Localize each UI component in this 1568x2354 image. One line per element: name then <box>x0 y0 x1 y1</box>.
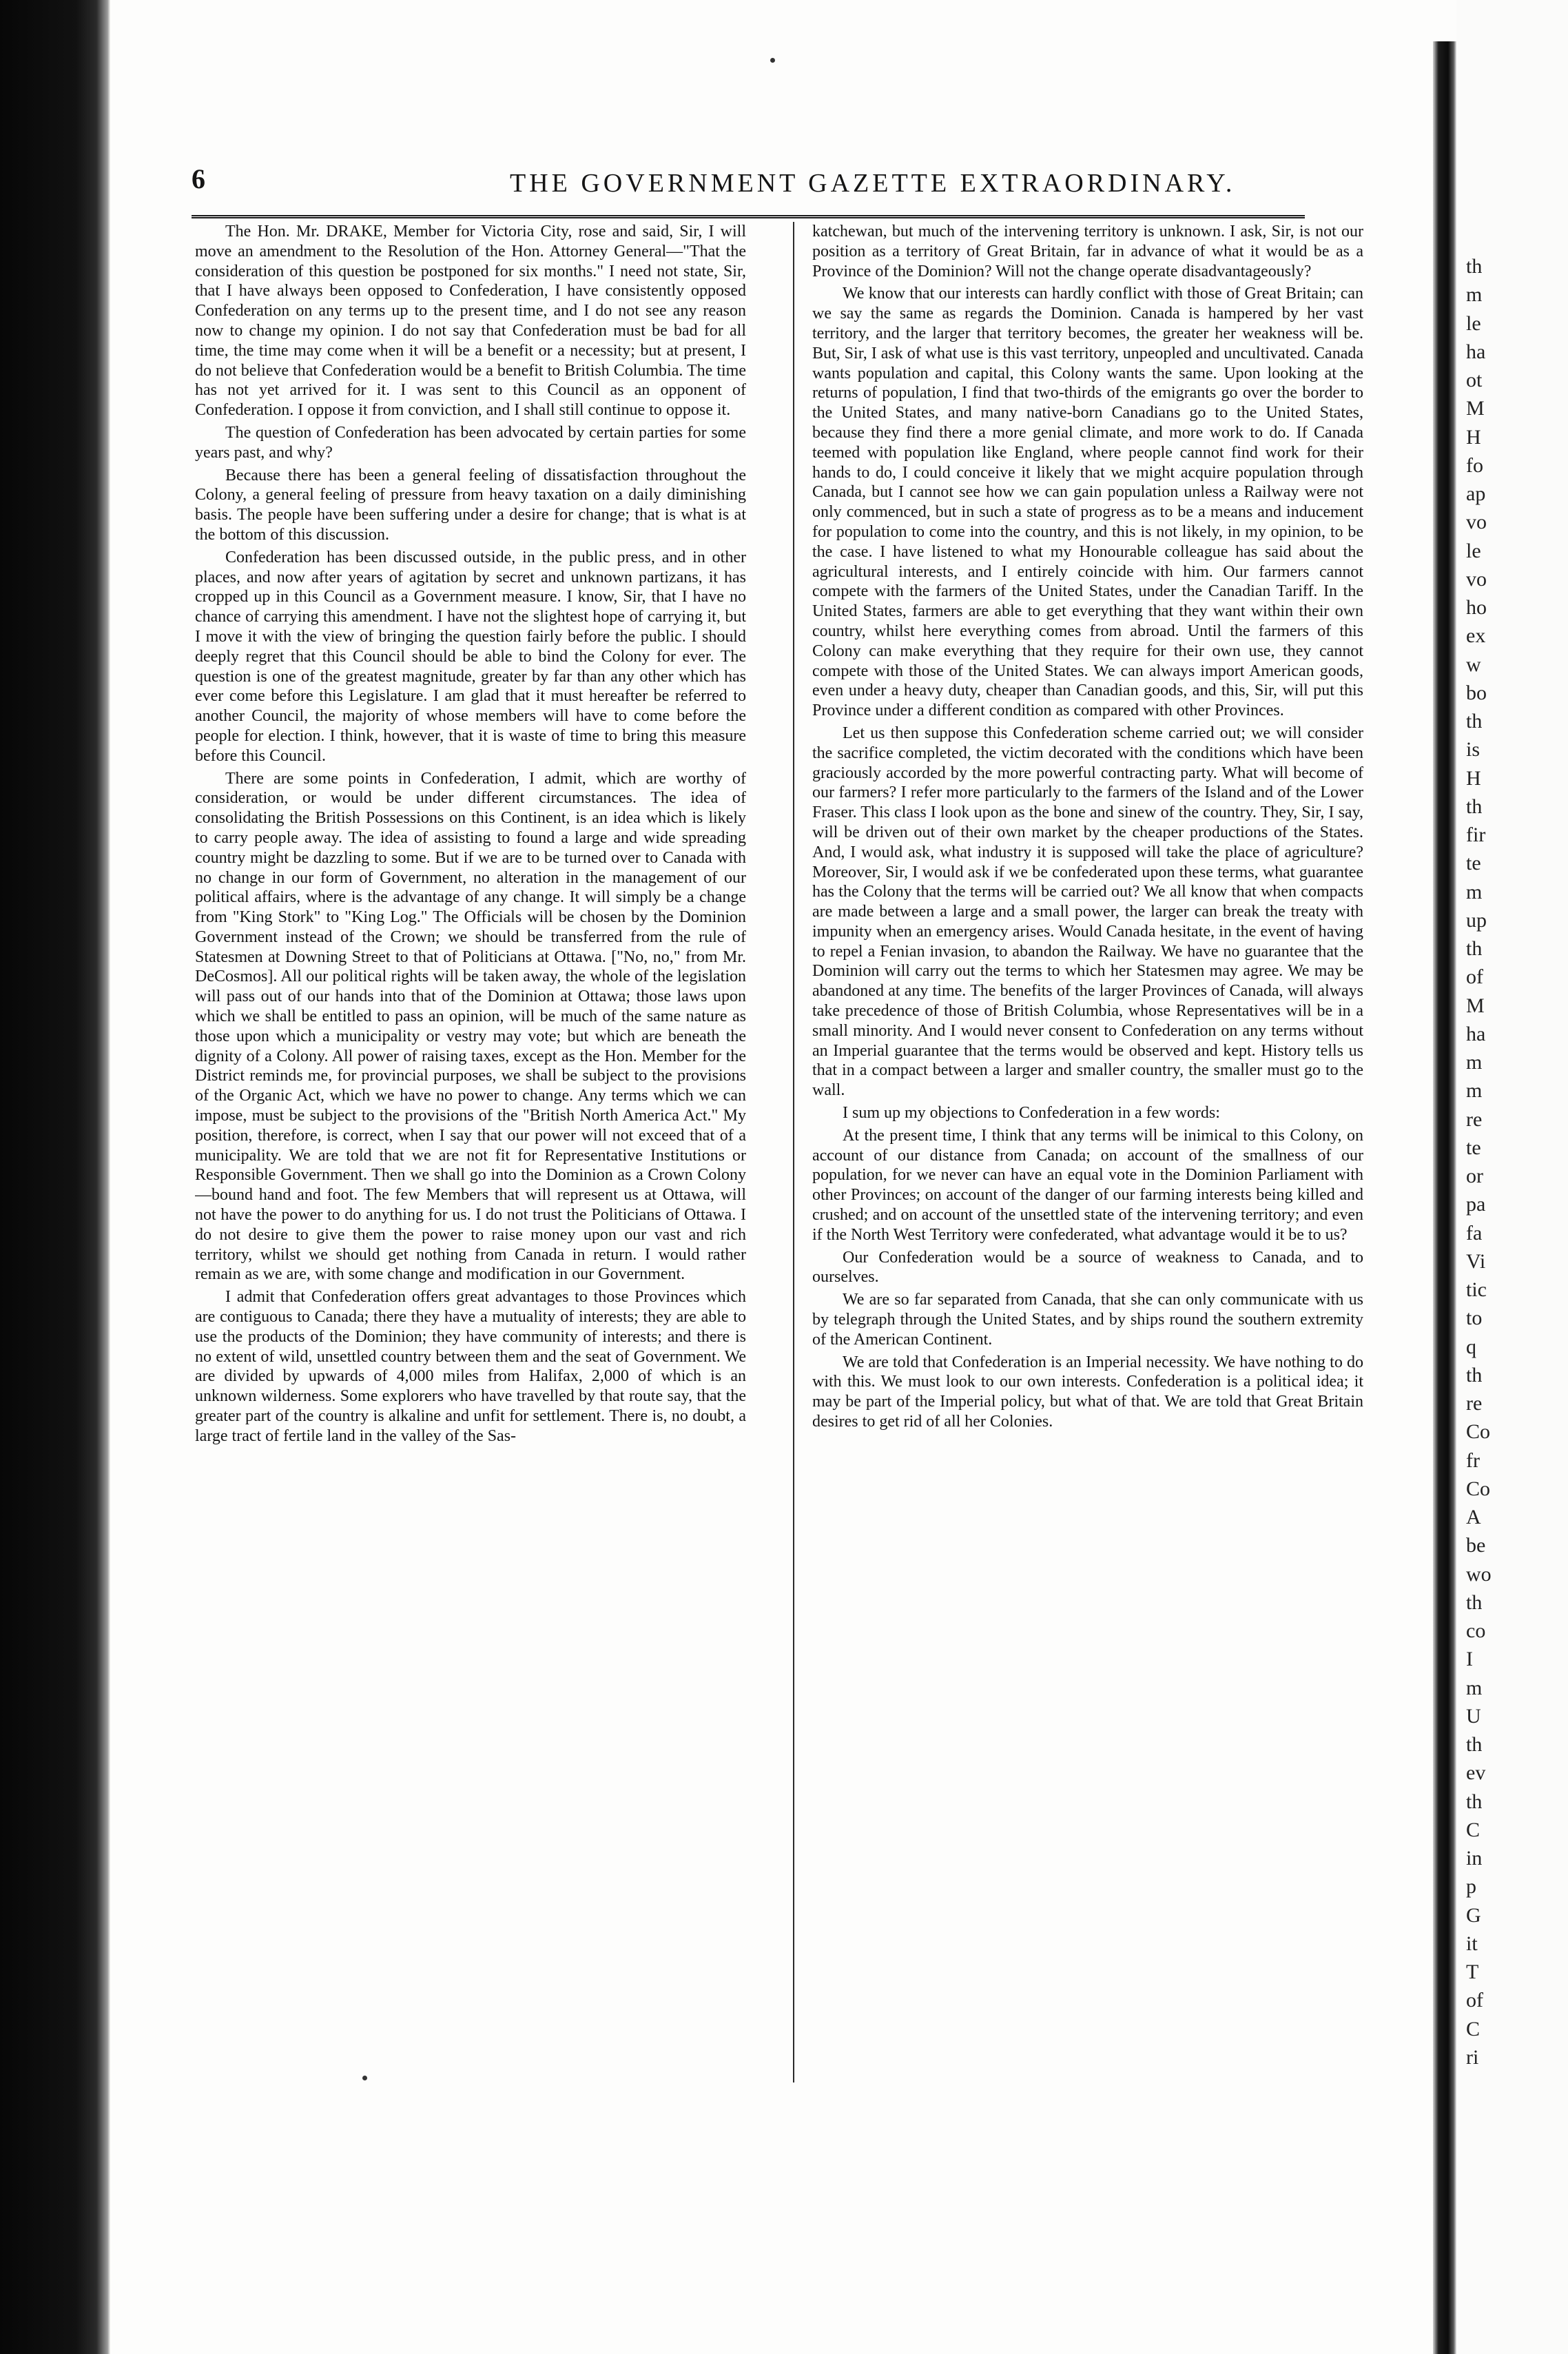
facing-page-fragment: ap <box>1466 482 1486 505</box>
paragraph: Let us then suppose this Confederation scheme carried out; we will consider the sacrifice completed, the victim decorated with the conditions which have been graciously accorded by the more powerful contracting party. What will become of our farmers? I refer more particularly to the farmers of the Island and of the Lower Fraser. This class I look upon as the bone and sinew of the country. They, Sir, I say, will be driven out of their own market by the cheaper productions of the States. And, I would ask, what industry it is supposed will take the place of agriculture? Moreover, Sir, I would ask if we be confederated upon these terms, what guarantee has the Colony that the terms will be carried out? We all know that when compacts are made between a large and a small power, the larger can break the treaty with impunity when an emergency arises. Would Canada hesitate, in the event of having to repel a Fenian invasion, to abandon the Railway. We have no guarantee that the Dominion will carry out the terms to which her Statesmen may agree. We may be abandoned at any time. The benefits of the larger Provinces of Canada, will always take precedence of those of British Columbia, whose Representatives will be in a small minority. And I would never consent to Confederation on any terms without an Imperial guarantee that the terms would be observed and kept. History tells us that in a compact between a larger and smaller country, the smaller must go to the wall. <box>812 724 1363 1100</box>
facing-page-fragment: th <box>1466 795 1483 818</box>
paragraph: Confederation has been discussed outside, in the public press, and in other places, and now after years of agitation by secret and unknown partizans, it has cropped up in this Council as a Government measure. I know, Sir, that I have no chance of carrying this amendment. I have not the slightest hope of carrying it, but I move it with the view of bringing the question fairly before the public. I should deeply regret that this Council should be able to bind the Colony for ever. The question is one of the greatest magnitude, greater by far than any other which has ever come before this Legislature. I am glad that it must hereafter be referred to another Council, the majority of whose members will have to come before the people for election. I think, however, that it is waste of time to bring this measure before this Council. <box>195 548 746 765</box>
paragraph: We know that our interests can hardly conflict with those of Great Britain; can we say the same as regards the Dominion. Canada is hampered by her vast territory, and the larger that territory becomes, the greater her weakness will be. But, Sir, I ask of what use is this vast territory, unpeopled and uncultivated. Canada wants population and capital, this Colony wants the same. Upon looking at the returns of population, I find that two-thirds of the emigrants go over the border to the United States, and many native-born Canadians go to the United States, because they find there a more genial climate, and more work to do. If Canada teemed with population like England, where people cannot find work for their hands to do, I could conceive it likely that we might acquire population through Canada, but I cannot see how we can gain population unless a Railway were not only commenced, but in such a state of progress as to be a means and inducement for population to come into the country, and this is not likely, in my opinion, to be the case. I have listened to what my Honourable colleague has said about the agricultural interests, and I entirely coincide with him. Our farmers cannot compete with the farmers of the United States, under the Canadian Tariff. In the United States, farmers are able to get everything that they want within their own country, whilst here everything comes from abroad. Until the farmers of this Colony can make everything that they require for their own use, they cannot compete with those of the United States. We can always import American goods, even under a heavy duty, cheaper than Canadian goods, and this, Sir, will put this Province under a different condition as compared with other Provinces. <box>812 285 1363 720</box>
facing-page-fragment: T <box>1466 1961 1479 1983</box>
facing-page-fragment: vo <box>1466 511 1487 533</box>
paragraph: At the present time, I think that any terms will be inimical to this Colony, on account of our distance from Canada; on account of the smallness of our population, for we never can have an equal vote in the Dominion Parliament with other Provinces; on account of the danger of our farming interests being killed and crushed; and on account of the unsettled state of the intervening territory; and even if the North West Territory were confederated, what advantage would it be to us? <box>812 1126 1363 1244</box>
print-speck <box>770 58 775 63</box>
facing-page-fragment: H <box>1466 426 1481 449</box>
facing-page-fragment: co <box>1466 1619 1486 1642</box>
facing-page-fragment: up <box>1466 909 1487 932</box>
facing-page-fragment: G <box>1466 1904 1481 1927</box>
facing-page-fragment: M <box>1466 397 1485 420</box>
paragraph: We are told that Confederation is an Imperial necessity. We have nothing to do with this. We must look to our own interests. Confederation is a political idea; it may be part of the Imperial policy, but what of that. We are told that Great Britain desires to get rid of all her Colonies. <box>812 1353 1363 1431</box>
facing-page-fragment: of <box>1466 1989 1483 2012</box>
facing-page-fragment: m <box>1466 283 1483 306</box>
facing-page-fragment: M <box>1466 994 1485 1017</box>
page-number: 6 <box>192 163 206 194</box>
facing-page-fragment: U <box>1466 1705 1481 1728</box>
facing-page-fragment: in <box>1466 1847 1483 1870</box>
facing-page-fragment: th <box>1466 1733 1483 1756</box>
facing-page-fragment: fa <box>1466 1222 1483 1245</box>
facing-page-fragment: fir <box>1466 823 1486 846</box>
right-text-column <box>812 222 1363 2082</box>
facing-page-fragment: le <box>1466 312 1481 335</box>
facing-page-fragment: I <box>1466 1648 1473 1670</box>
facing-page-fragment: pa <box>1466 1193 1486 1216</box>
facing-page-fragment: is <box>1466 738 1481 761</box>
facing-page-fragment: H <box>1466 767 1481 790</box>
facing-page-fragment: ho <box>1466 596 1487 619</box>
facing-page-fragment: wo <box>1466 1563 1492 1586</box>
facing-page-fragment: w <box>1466 653 1481 676</box>
paragraph: We are so far separated from Canada, that she can only communicate with us by telegraph through the United States, and by ships round the southern extremity of the American Continent. <box>812 1291 1363 1349</box>
paragraph: Our Confederation would be a source of weakness to Canada, and to ourselves. <box>812 1248 1363 1287</box>
facing-page-fragment: q <box>1466 1335 1476 1358</box>
facing-page-fragment: ex <box>1466 624 1486 647</box>
facing-page-fragment: re <box>1466 1392 1483 1415</box>
facing-page-fragment: A <box>1466 1506 1481 1528</box>
facing-page-fragment: ha <box>1466 1023 1486 1045</box>
facing-page-divider <box>1433 41 1456 2354</box>
facing-page-fragment: tic <box>1466 1278 1487 1301</box>
binding-gutter <box>0 0 110 2354</box>
paragraph: I sum up my objections to Confederation in a few words: <box>843 1104 1220 1123</box>
facing-page-fragment: be <box>1466 1534 1486 1557</box>
column-rule <box>793 222 794 2082</box>
facing-page-fragment: th <box>1466 937 1483 960</box>
facing-page-fragment: C <box>1466 2018 1481 2040</box>
facing-page-fragment: ev <box>1466 1761 1486 1784</box>
facing-page-fragment: Co <box>1466 1477 1491 1500</box>
facing-page-fragment: to <box>1466 1307 1483 1329</box>
facing-page-fragment: th <box>1466 1591 1483 1614</box>
facing-page-fragment: m <box>1466 1677 1483 1699</box>
paragraph: The Hon. Mr. DRAKE, Member for Victoria City, rose and said, Sir, I will move an amendment to the Resolution of the Hon. Attorney General—"That the consideration of this question be postponed for six months." I need not state, Sir, that I have always been opposed to Confederation, I have consistently opposed Confederation on any terms up to the present time, and I do not see any reason now to change my opinion. I do not say that Confederation must be bad for all time, the time may come when it will be a benefit or a necessity; but at present, I do not believe that Confederation would be a benefit to British Columbia. The time has not yet arrived for it. I was sent to this Council as an opponent of Confederation. I oppose it from conviction, and I shall still continue to oppose it. <box>195 223 746 420</box>
paragraph: There are some points in Confederation, I admit, which are worthy of consideration, or would be under different circumstances. The idea of consolidating the British Possessions on this Continent, is an idea which is likely to carry people away. The idea of assisting to found a large and wide spreading country might be dazzling to some. But if we are to be turned over to Canada with no change in our form of Government, no alteration in the management of our political affairs, where is the advantage of any change. It will simply be a change from "King Stork" to "King Log." The Officials will be chosen by the Dominion Government instead of the Crown; we should be transferred from the rule of Statesmen at Downing Street to that of Politicians at Ottawa. ["No, no," from Mr. DeCosmos]. All our political rights will be taken away, the whole of the legislation will pass out of our hands into that of the Dominion at Ottawa; those laws upon which we shall be entitled to pass an opinion, will be much of the same nature as those upon which a municipality or vestry may vote; but which are beneath the dignity of a Colony. All power of raising taxes, except as the Hon. Member for the District reminds me, for provincial purposes, we shall be subject to the provisions of the Organic Act, which we have no power to change. Any terms which we can impose, must be subject to the provisions of the "British North America Act." My position, therefore, is correct, when I say that our power will not exceed that of a municipality. We are told that we are not fit for Representative Institutions or Responsible Government. Then we shall go into the Dominion as a Crown Colony—bound hand and foot. The few Members that will represent us at Ottawa, will not have the power to do anything for us. I do not trust the Politicians of Ottawa. I do not desire to give them the power to raise money upon our vast and rich territory, whilst we should get nothing from Canada in return. I would rather remain as we are, with some change and modification in our Government. <box>195 769 746 1284</box>
facing-page-fragment: bo <box>1466 682 1487 704</box>
paragraph: I admit that Confederation offers great advantages to those Provinces which are contiguous to Canada; there they have a mutuality of interests; they are able to use the products of the Dominion; they have community of interests; and there is no extent of wild, unsettled country between them and the seat of Government. We are divided by upwards of 4,000 miles from Halifax, 2,000 of which is an unknown wilderness. Some explorers who have travelled by that route say, that the greater part of the country is alkaline and unfit for settlement. There is, no doubt, a large tract of fertile land in the valley of the Sas- <box>195 1288 746 1445</box>
facing-page-fragment: m <box>1466 1051 1483 1074</box>
paragraph: The question of Confederation has been advocated by certain parties for some years past, and why? <box>195 423 746 462</box>
facing-page-fragment: m <box>1466 1079 1483 1102</box>
facing-page-fragment: vo <box>1466 568 1487 591</box>
facing-page-fragment: fo <box>1466 454 1483 477</box>
facing-page-fragment: Vi <box>1466 1250 1486 1273</box>
facing-page-fragment: ha <box>1466 340 1486 363</box>
facing-page-fragment: th <box>1466 255 1483 278</box>
left-text-column <box>195 222 746 2082</box>
running-head-title: THE GOVERNMENT GAZETTE EXTRAORDINARY. <box>510 169 1236 198</box>
facing-page-fragment: C <box>1466 1819 1481 1841</box>
facing-page-fragment: m <box>1466 881 1483 903</box>
facing-page-fragment: or <box>1466 1165 1483 1187</box>
facing-page-fragment: te <box>1466 1136 1481 1159</box>
facing-page-fragment: of <box>1466 965 1483 988</box>
header-rule <box>192 215 1305 218</box>
facing-page-fragment: th <box>1466 710 1483 733</box>
facing-page-fragment: th <box>1466 1364 1483 1386</box>
facing-page-fragment: ot <box>1466 369 1483 391</box>
facing-page-fragment: p <box>1466 1875 1476 1898</box>
facing-page-fragment: it <box>1466 1932 1478 1955</box>
paragraph: katchewan, but much of the intervening territory is unknown. I ask, Sir, is not our position as a territory of Great Britain, far in advance of what it would be as a Province of the Dominion? Will not the change operate disadvantageously? <box>812 223 1363 280</box>
facing-page-fragment: Co <box>1466 1420 1491 1443</box>
facing-page-fragment: ri <box>1466 2046 1479 2069</box>
facing-page-fragment: th <box>1466 1790 1483 1813</box>
facing-page-fragment: fr <box>1466 1449 1480 1472</box>
facing-page-fragment: le <box>1466 540 1481 562</box>
facing-page-fragment: te <box>1466 852 1481 874</box>
paragraph: Because there has been a general feeling of dissatisfaction throughout the Colony, a general feeling of pressure from heavy taxation on a daily diminishing basis. The people have been suffering under a desire for change; that is what is at the bottom of this discussion. <box>195 466 746 544</box>
facing-page-fragment: re <box>1466 1108 1483 1131</box>
